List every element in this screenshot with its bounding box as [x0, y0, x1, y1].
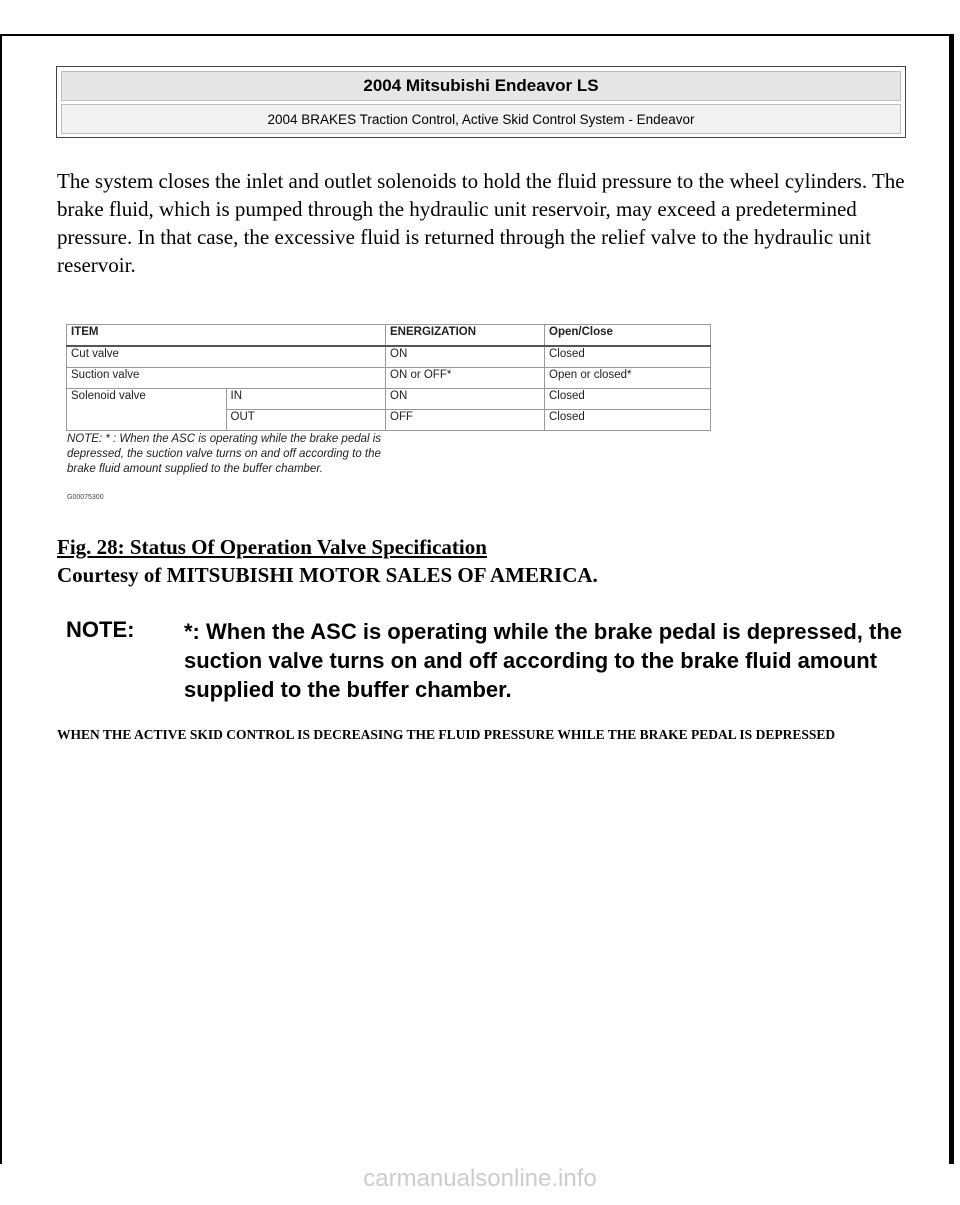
- table-cell-state: Open or closed*: [545, 368, 711, 389]
- figure-courtesy: Courtesy of MITSUBISHI MOTOR SALES OF AMERICA.: [57, 563, 598, 587]
- table-cell-state: Closed: [545, 410, 711, 431]
- note-label: NOTE:: [66, 617, 135, 642]
- table-cell-sub: OUT: [226, 410, 386, 431]
- table-header-item: ITEM: [67, 325, 386, 347]
- table-header-open-close: Open/Close: [545, 325, 711, 347]
- table-cell-state: Closed: [545, 389, 711, 410]
- table-cell-sub: IN: [226, 389, 386, 410]
- header-title: 2004 Mitsubishi Endeavor LS: [363, 76, 599, 95]
- page-frame-top: [0, 34, 952, 36]
- table-cell-item: Solenoid valve: [67, 389, 227, 431]
- page-frame-right: [949, 34, 954, 1164]
- header-title-bar: [61, 71, 901, 101]
- document-header: [56, 66, 906, 138]
- table-cell-energization: ON: [386, 346, 545, 368]
- table-header-energization: ENERGIZATION: [386, 325, 545, 347]
- table-row: [67, 368, 711, 389]
- table-cell-item: Suction valve: [67, 368, 386, 389]
- figure-caption: Fig. 28: Status Of Operation Valve Specification: [57, 535, 487, 559]
- figure-note: NOTE: * : When the ASC is operating while the brake pedal is depressed, the suction valve turns on and off according to the brake fluid amount supplied to the buffer chamber.: [67, 433, 382, 475]
- valve-spec-table: [66, 324, 711, 431]
- table-cell-state: Closed: [545, 346, 711, 368]
- figure-code: G00075300: [67, 494, 104, 501]
- note-text: *: When the ASC is operating while the brake pedal is depressed, the suction valve turns on and off according to the brake fluid amount supplied to the buffer chamber.: [184, 619, 903, 702]
- table-header-row: [67, 325, 711, 347]
- body-paragraph: The system closes the inlet and outlet solenoids to hold the fluid pressure to the wheel cylinders. The brake fluid, which is pumped through the hydraulic unit reservoir, may exceed a predetermined pressure. In that case, the excessive fluid is returned through the relief valve to the hydraulic unit reservoir.: [57, 169, 905, 277]
- table-cell-item: Cut valve: [67, 346, 386, 368]
- table-row: [67, 346, 711, 368]
- section-heading: WHEN THE ACTIVE SKID CONTROL IS DECREASING THE FLUID PRESSURE WHILE THE BRAKE PEDAL IS DEPRESSED: [57, 727, 836, 742]
- watermark: carmanualsonline.info: [363, 1165, 597, 1192]
- page-frame-left: [0, 34, 2, 1164]
- table-cell-energization: ON: [386, 389, 545, 410]
- table-cell-energization: OFF: [386, 410, 545, 431]
- header-subtitle-bar: [61, 104, 901, 134]
- table-row: [67, 389, 711, 410]
- table-cell-energization: ON or OFF*: [386, 368, 545, 389]
- header-subtitle: 2004 BRAKES Traction Control, Active Skid Control System - Endeavor: [267, 111, 695, 127]
